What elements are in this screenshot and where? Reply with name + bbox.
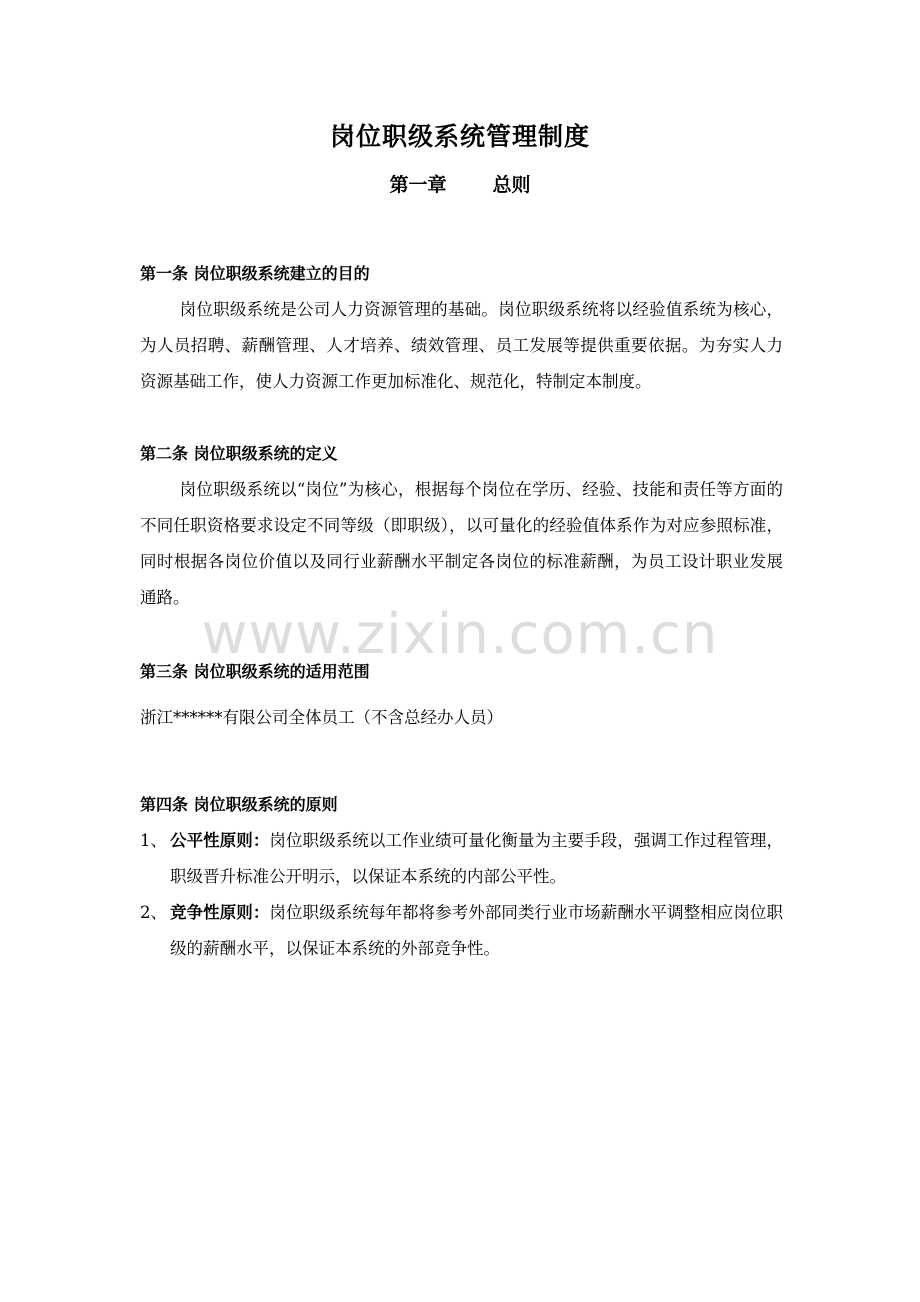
watermark: www.zixin.com.cn: [201, 602, 719, 667]
chapter-heading: [0, 170, 920, 200]
article-1: [140, 256, 783, 400]
article-heading: 第三条 岗位职级系统的适用范围: [140, 662, 370, 681]
article-heading: 第二条 岗位职级系统的定义: [140, 444, 338, 463]
document-title: 岗位职级系统管理制度: [329, 122, 590, 151]
item-lead: 公平性原则：: [170, 831, 270, 850]
principle-item: [140, 895, 783, 967]
item-text: 岗位职级系统以工作业绩可量化衡量为主要手段，强调工作过程管理，职级晋升标准公开明示，以保证本系统的内部公平性。: [170, 831, 784, 886]
chapter-number: 第一章: [389, 174, 447, 196]
article-heading: 第四条 岗位职级系统的原则: [140, 795, 338, 814]
article-3: [140, 654, 783, 736]
article-paragraph: 浙江******有限公司全体员工（不含总经办人员）: [140, 708, 503, 727]
article-paragraph: 岗位职级系统是公司人力资源管理的基础。岗位职级系统将以经验值系统为核心，为人员招聘、薪酬管理、人才培养、绩效管理、员工发展等提供重要依据。为夯实人力资源基础工作，使人力资源工作更加标准化、规范化，特制定本制度。: [140, 300, 783, 391]
item-text: 岗位职级系统每年都将参考外部同类行业市场薪酬水平调整相应岗位职级的薪酬水平，以保证本系统的外部竞争性。: [170, 903, 784, 958]
item-number: 1、: [140, 831, 167, 850]
article-2: [140, 436, 783, 616]
chapter-name: 总则: [492, 174, 531, 196]
principle-item: [140, 823, 783, 895]
article-paragraph: 岗位职级系统以“岗位”为核心，根据每个岗位在学历、经验、技能和责任等方面的不同任职资格要求设定不同等级（即职级），以可量化的经验值体系作为对应参照标准，同时根据各岗位价值以及同行业薪酬水平制定各岗位的标准薪酬，为员工设计职业发展通路。: [140, 480, 783, 607]
article-heading: 第一条 岗位职级系统建立的目的: [140, 264, 370, 283]
item-lead: 竞争性原则：: [170, 903, 270, 922]
article-4: [140, 787, 783, 967]
item-number: 2、: [140, 903, 167, 922]
